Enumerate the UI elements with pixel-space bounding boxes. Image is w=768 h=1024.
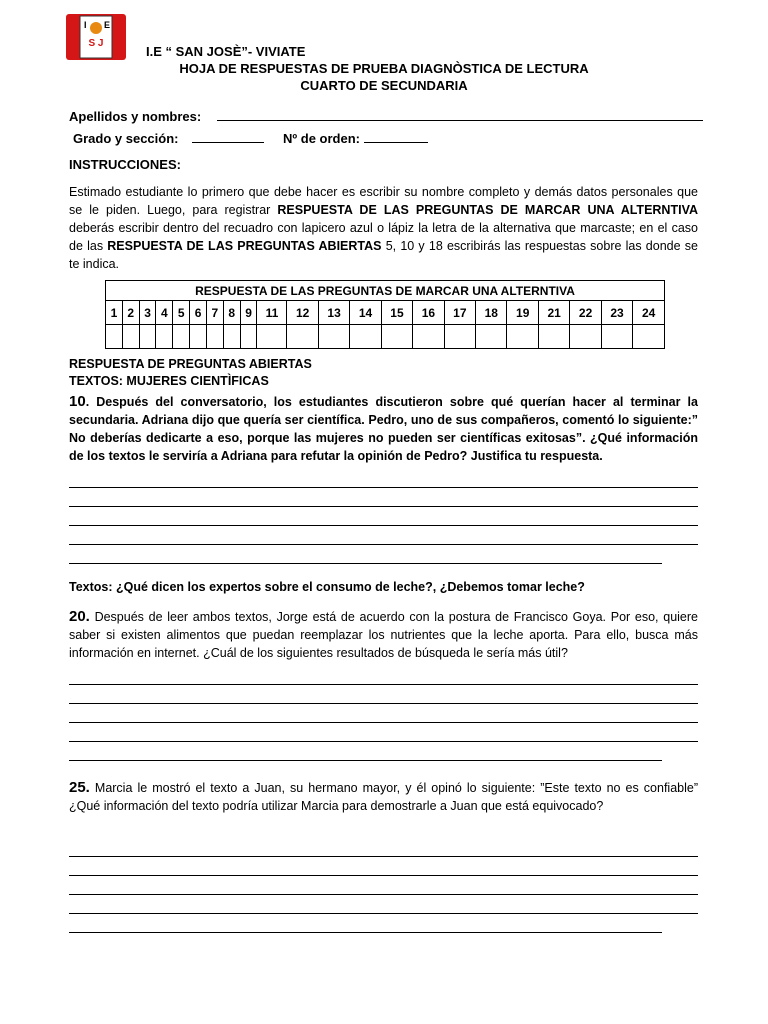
answer-number-cell: 15 — [381, 301, 412, 325]
answer-number-cell: 7 — [206, 301, 223, 325]
answer-input-cell[interactable] — [350, 325, 381, 349]
answer-number-cell: 2 — [122, 301, 139, 325]
logo-letter-i: I — [84, 20, 87, 30]
instructions-part-3: 5, 10 y 18 escribirás las respuestas sobre las donde se te indica. — [69, 239, 698, 271]
answer-number-cell: 11 — [257, 301, 287, 325]
answer-number-cell: 23 — [601, 301, 632, 325]
question-20 — [69, 608, 698, 662]
answer-number-cell: 21 — [538, 301, 569, 325]
name-field-label: Apellidos y nombres: — [69, 109, 202, 124]
instructions-bold-1: RESPUESTA DE LAS PREGUNTAS DE MARCAR UNA ALTERNTIVA — [277, 203, 698, 217]
answer-number-cell: 22 — [570, 301, 601, 325]
answer-number-cell: 18 — [476, 301, 507, 325]
page-title: HOJA DE RESPUESTAS DE PRUEBA DIAGNÒSTICA DE LECTURA — [179, 61, 589, 76]
instructions-bold-2: RESPUESTA DE LAS PREGUNTAS ABIERTAS — [107, 239, 382, 253]
open-questions-heading: RESPUESTA DE PREGUNTAS ABIERTAS — [69, 357, 312, 371]
texts-heading: TEXTOS: MUJERES CIENTÌFICAS — [69, 374, 269, 388]
page-subtitle: CUARTO DE SECUNDARIA — [300, 78, 468, 93]
name-field[interactable] — [217, 109, 703, 121]
answer-number-cell: 1 — [106, 301, 123, 325]
question-25 — [69, 779, 698, 815]
answer-number-cell: 13 — [318, 301, 349, 325]
order-field-row — [283, 131, 428, 146]
answer-number-cell: 19 — [507, 301, 538, 325]
answer-number-cell: 16 — [413, 301, 444, 325]
answer-input-cell[interactable] — [318, 325, 349, 349]
instructions-part-2: deberás escribir dentro del recuadro con lapicero azul o lápiz la letra de la alternativa que marcaste; en el caso de las — [69, 221, 698, 253]
instructions-heading: INSTRUCCIONES: — [69, 157, 181, 172]
school-logo — [64, 12, 128, 62]
answer-input-cell[interactable] — [444, 325, 475, 349]
name-field-row — [69, 109, 703, 124]
question-10-text: . Después del conversatorio, los estudiantes discutieron sobre qué querían hacer al terminar la secundaria. Adriana dijo que quería ser científica. Pedro, uno de sus compañeros, comentó lo siguiente:” No deberías dedicarte a eso, porque las mujeres no pueden ser científicas exitosas”. ¿Qué información de los textos le serviría a Adriana para refutar la opinión de Pedro? Justifica tu respuesta. — [69, 395, 698, 463]
answer-table-number-row — [106, 301, 665, 325]
answer-number-cell: 14 — [350, 301, 381, 325]
grade-field[interactable] — [192, 131, 264, 143]
question-25-number: 25. — [69, 779, 90, 796]
answer-input-cell[interactable] — [287, 325, 318, 349]
logo-letters-sj: S J — [88, 38, 104, 49]
answer-input-cell[interactable] — [601, 325, 632, 349]
answer-table-title: RESPUESTA DE LAS PREGUNTAS DE MARCAR UNA ALTERNTIVA — [106, 281, 665, 301]
answer-input-cell[interactable] — [413, 325, 444, 349]
answer-input-cell[interactable] — [122, 325, 139, 349]
answer-input-cell[interactable] — [507, 325, 538, 349]
answer-input-cell[interactable] — [206, 325, 223, 349]
answer-number-cell: 3 — [139, 301, 156, 325]
answer-input-cell[interactable] — [381, 325, 412, 349]
answer-input-cell[interactable] — [106, 325, 123, 349]
answer-number-cell: 8 — [223, 301, 240, 325]
answer-number-cell: 5 — [173, 301, 190, 325]
grade-field-row — [73, 131, 264, 146]
answer-input-cell[interactable] — [240, 325, 257, 349]
logo-letter-e: E — [104, 20, 111, 30]
answer-table — [105, 280, 665, 349]
grade-field-label: Grado y sección: — [73, 131, 179, 146]
question-10 — [69, 393, 698, 465]
answer-input-cell[interactable] — [538, 325, 569, 349]
question-10-number: 10 — [69, 393, 86, 410]
answer-number-cell: 24 — [633, 301, 665, 325]
question-20-text: Después de leer ambos textos, Jorge está de acuerdo con la postura de Francisco Goya. Por eso, quiere saber si existen alimentos que puedan reemplazar los nutrientes que la leche aporta. Para ello, busca más información en internet. ¿Cuál de los siguientes resultados de búsqueda le sería más útil? — [69, 610, 698, 660]
answer-number-cell: 12 — [287, 301, 318, 325]
answer-input-cell[interactable] — [173, 325, 190, 349]
order-field-label: Nº de orden: — [283, 131, 360, 146]
answer-input-cell[interactable] — [156, 325, 173, 349]
answer-input-cell[interactable] — [139, 325, 156, 349]
answer-input-cell[interactable] — [257, 325, 287, 349]
school-name: I.E “ SAN JOSÈ”- VIVIATE — [146, 44, 306, 59]
answer-input-cell[interactable] — [223, 325, 240, 349]
answer-input-cell[interactable] — [570, 325, 601, 349]
question-20-number: 20. — [69, 608, 90, 625]
answer-number-cell: 6 — [190, 301, 207, 325]
answer-input-cell[interactable] — [633, 325, 665, 349]
texts-heading-milk: Textos: ¿Qué dicen los expertos sobre el consumo de leche?, ¿Debemos tomar leche? — [69, 580, 585, 594]
answer-input-cell[interactable] — [190, 325, 207, 349]
answer-input-cell[interactable] — [476, 325, 507, 349]
instructions-text — [69, 183, 698, 273]
instructions-part-1: Estimado estudiante lo primero que debe hacer es escribir su nombre completo y demás datos personales que se le piden. Luego, para registrar — [69, 185, 698, 217]
answer-number-cell: 9 — [240, 301, 257, 325]
answer-number-cell: 17 — [444, 301, 475, 325]
answer-table-answer-row — [106, 325, 665, 349]
answer-number-cell: 4 — [156, 301, 173, 325]
order-field[interactable] — [364, 131, 428, 143]
question-25-text: Marcia le mostró el texto a Juan, su hermano mayor, y él opinó lo siguiente: ”Este texto no es confiable” ¿Qué información del texto podría utilizar Marcia para demostrarle a Juan que está equivocado? — [69, 781, 698, 813]
